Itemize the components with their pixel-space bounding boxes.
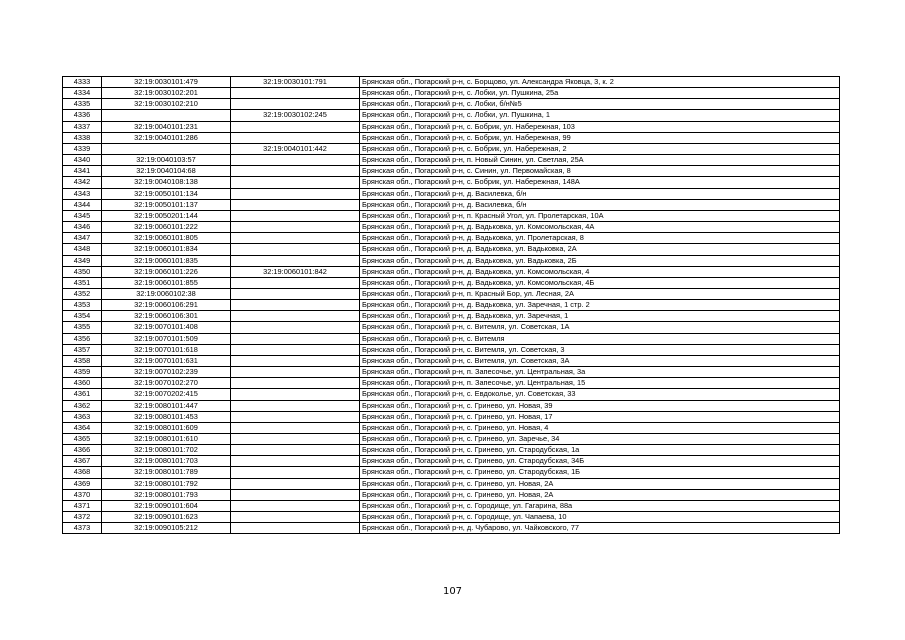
property-registry-table xyxy=(62,76,840,534)
row-number-cell: 4365 xyxy=(63,434,102,445)
table-row xyxy=(63,422,840,433)
cadastral-number-cell: 32:19:0070202:415 xyxy=(102,389,231,400)
row-number-cell: 4363 xyxy=(63,411,102,422)
address-cell: Брянская обл., Погарский р-н, с. Гринево, ул. Заречье, 34 xyxy=(360,434,840,445)
related-cadastral-number-cell xyxy=(231,255,360,266)
address-cell: Брянская обл., Погарский р-н, с. Гринево, ул. Стародубская, 1а xyxy=(360,445,840,456)
table-row xyxy=(63,467,840,478)
row-number-cell: 4362 xyxy=(63,400,102,411)
table-row xyxy=(63,288,840,299)
cadastral-number-cell: 32:19:0080101:609 xyxy=(102,422,231,433)
address-cell: Брянская обл., Погарский р-н, с. Гринево, ул. Новая, 2А xyxy=(360,489,840,500)
address-cell: Брянская обл., Погарский р-н, д. Вадьковка, ул. Вадьковка, 2А xyxy=(360,244,840,255)
cadastral-number-cell: 32:19:0070101:509 xyxy=(102,333,231,344)
cadastral-number-cell: 32:19:0060101:834 xyxy=(102,244,231,255)
row-number-cell: 4338 xyxy=(63,132,102,143)
related-cadastral-number-cell xyxy=(231,288,360,299)
cadastral-number-cell: 32:19:0040101:286 xyxy=(102,132,231,143)
related-cadastral-number-cell xyxy=(231,512,360,523)
address-cell: Брянская обл., Погарский р-н, п. Новый Синин, ул. Светлая, 25А xyxy=(360,155,840,166)
cadastral-number-cell: 32:19:0070101:408 xyxy=(102,322,231,333)
cadastral-number-cell: 32:19:0040103:57 xyxy=(102,155,231,166)
cadastral-number-cell xyxy=(102,110,231,121)
related-cadastral-number-cell xyxy=(231,222,360,233)
row-number-cell: 4335 xyxy=(63,99,102,110)
cadastral-number-cell: 32:19:0080101:789 xyxy=(102,467,231,478)
address-cell: Брянская обл., Погарский р-н, с. Гринево, ул. Новая, 4 xyxy=(360,422,840,433)
row-number-cell: 4361 xyxy=(63,389,102,400)
table-row xyxy=(63,244,840,255)
row-number-cell: 4360 xyxy=(63,378,102,389)
cadastral-number-cell: 32:19:0090101:604 xyxy=(102,500,231,511)
address-cell: Брянская обл., Погарский р-н, д. Вадьковка, ул. Заречная, 1 стр. 2 xyxy=(360,300,840,311)
related-cadastral-number-cell xyxy=(231,177,360,188)
address-cell: Брянская обл., Погарский р-н, с. Лобки, ул. Пушкина, 25а xyxy=(360,88,840,99)
table-row xyxy=(63,523,840,534)
table-row xyxy=(63,88,840,99)
address-cell: Брянская обл., Погарский р-н, д. Василевка, б/н xyxy=(360,199,840,210)
row-number-cell: 4372 xyxy=(63,512,102,523)
address-cell: Брянская обл., Погарский р-н, д. Чубарово, ул. Чайковского, 77 xyxy=(360,523,840,534)
row-number-cell: 4344 xyxy=(63,199,102,210)
cadastral-number-cell: 32:19:0040108:138 xyxy=(102,177,231,188)
row-number-cell: 4343 xyxy=(63,188,102,199)
table-row xyxy=(63,255,840,266)
row-number-cell: 4337 xyxy=(63,121,102,132)
cadastral-number-cell xyxy=(102,143,231,154)
related-cadastral-number-cell xyxy=(231,445,360,456)
table-row xyxy=(63,512,840,523)
cadastral-number-cell: 32:19:0030101:479 xyxy=(102,77,231,88)
row-number-cell: 4346 xyxy=(63,222,102,233)
table-row xyxy=(63,233,840,244)
related-cadastral-number-cell xyxy=(231,322,360,333)
table-row xyxy=(63,333,840,344)
table-row xyxy=(63,132,840,143)
address-cell: Брянская обл., Погарский р-н, с. Евдоколье, ул. Советская, 33 xyxy=(360,389,840,400)
address-cell: Брянская обл., Погарский р-н, с. Гринево, ул. Стародубская, 34Б xyxy=(360,456,840,467)
related-cadastral-number-cell xyxy=(231,244,360,255)
related-cadastral-number-cell xyxy=(231,199,360,210)
table-row xyxy=(63,155,840,166)
row-number-cell: 4356 xyxy=(63,333,102,344)
related-cadastral-number-cell xyxy=(231,478,360,489)
address-cell: Брянская обл., Погарский р-н, с. Синин, ул. Первомайская, 8 xyxy=(360,166,840,177)
address-cell: Брянская обл., Погарский р-н, с. Гринево, ул. Новая, 2А xyxy=(360,478,840,489)
cadastral-number-cell: 32:19:0070101:631 xyxy=(102,355,231,366)
table-row xyxy=(63,277,840,288)
table-row xyxy=(63,188,840,199)
related-cadastral-number-cell xyxy=(231,277,360,288)
related-cadastral-number-cell: 32:19:0030102:245 xyxy=(231,110,360,121)
related-cadastral-number-cell xyxy=(231,132,360,143)
cadastral-number-cell: 32:19:0060101:222 xyxy=(102,222,231,233)
address-cell: Брянская обл., Погарский р-н, с. Витемля, ул. Советская, 1А xyxy=(360,322,840,333)
address-cell: Брянская обл., Погарский р-н, д. Вадьковка, ул. Комсомольская, 4Б xyxy=(360,277,840,288)
address-cell: Брянская обл., Погарский р-н, с. Бобрик, ул. Набережная, 2 xyxy=(360,143,840,154)
page-number: 107 xyxy=(442,586,463,597)
address-cell: Брянская обл., Погарский р-н, д. Василевка, б/н xyxy=(360,188,840,199)
table-row xyxy=(63,166,840,177)
related-cadastral-number-cell xyxy=(231,333,360,344)
address-cell: Брянская обл., Погарский р-н, п. Запесочье, ул. Центральная, 15 xyxy=(360,378,840,389)
table-row xyxy=(63,222,840,233)
cadastral-number-cell: 32:19:0060106:301 xyxy=(102,311,231,322)
table-row xyxy=(63,77,840,88)
cadastral-number-cell: 32:19:0060101:805 xyxy=(102,233,231,244)
table-row xyxy=(63,311,840,322)
row-number-cell: 4350 xyxy=(63,266,102,277)
cadastral-number-cell: 32:19:0080101:793 xyxy=(102,489,231,500)
cadastral-number-cell: 32:19:0080101:447 xyxy=(102,400,231,411)
row-number-cell: 4355 xyxy=(63,322,102,333)
row-number-cell: 4333 xyxy=(63,77,102,88)
address-cell: Брянская обл., Погарский р-н, с. Витемля xyxy=(360,333,840,344)
table-row xyxy=(63,210,840,221)
related-cadastral-number-cell xyxy=(231,355,360,366)
table-row xyxy=(63,434,840,445)
table-row xyxy=(63,456,840,467)
cadastral-number-cell: 32:19:0050101:137 xyxy=(102,199,231,210)
cadastral-number-cell: 32:19:0080101:702 xyxy=(102,445,231,456)
cadastral-number-cell: 32:19:0080101:610 xyxy=(102,434,231,445)
cadastral-number-cell: 32:19:0090101:623 xyxy=(102,512,231,523)
table-row xyxy=(63,400,840,411)
address-cell: Брянская обл., Погарский р-н, д. Вадьковка, ул. Вадьковка, 2Б xyxy=(360,255,840,266)
address-cell: Брянская обл., Погарский р-н, с. Гринево, ул. Стародубская, 1Б xyxy=(360,467,840,478)
cadastral-number-cell: 32:19:0080101:703 xyxy=(102,456,231,467)
related-cadastral-number-cell xyxy=(231,311,360,322)
related-cadastral-number-cell xyxy=(231,344,360,355)
table-row xyxy=(63,389,840,400)
row-number-cell: 4352 xyxy=(63,288,102,299)
row-number-cell: 4341 xyxy=(63,166,102,177)
related-cadastral-number-cell xyxy=(231,210,360,221)
address-cell: Брянская обл., Погарский р-н, с. Городище, ул. Чапаева, 10 xyxy=(360,512,840,523)
registry-table-body xyxy=(63,77,840,534)
table-row xyxy=(63,500,840,511)
address-cell: Брянская обл., Погарский р-н, с. Бобрик, ул. Набережная, 103 xyxy=(360,121,840,132)
cadastral-number-cell: 32:19:0040104:68 xyxy=(102,166,231,177)
related-cadastral-number-cell xyxy=(231,367,360,378)
table-row xyxy=(63,99,840,110)
row-number-cell: 4339 xyxy=(63,143,102,154)
row-number-cell: 4336 xyxy=(63,110,102,121)
related-cadastral-number-cell xyxy=(231,422,360,433)
address-cell: Брянская обл., Погарский р-н, д. Вадьковка, ул. Комсомольская, 4 xyxy=(360,266,840,277)
row-number-cell: 4370 xyxy=(63,489,102,500)
table-row xyxy=(63,355,840,366)
row-number-cell: 4334 xyxy=(63,88,102,99)
address-cell: Брянская обл., Погарский р-н, с. Бобрик, ул. Набережная, 148А xyxy=(360,177,840,188)
table-row xyxy=(63,411,840,422)
row-number-cell: 4369 xyxy=(63,478,102,489)
cadastral-number-cell: 32:19:0050101:134 xyxy=(102,188,231,199)
address-cell: Брянская обл., Погарский р-н, с. Гринево, ул. Новая, 39 xyxy=(360,400,840,411)
row-number-cell: 4366 xyxy=(63,445,102,456)
cadastral-number-cell: 32:19:0060106:291 xyxy=(102,300,231,311)
row-number-cell: 4345 xyxy=(63,210,102,221)
table-row xyxy=(63,344,840,355)
cadastral-number-cell: 32:19:0040101:231 xyxy=(102,121,231,132)
row-number-cell: 4353 xyxy=(63,300,102,311)
address-cell: Брянская обл., Погарский р-н, с. Гринево, ул. Новая, 17 xyxy=(360,411,840,422)
address-cell: Брянская обл., Погарский р-н, д. Вадьковка, ул. Пролетарская, 8 xyxy=(360,233,840,244)
table-row xyxy=(63,121,840,132)
row-number-cell: 4364 xyxy=(63,422,102,433)
table-row xyxy=(63,322,840,333)
cadastral-number-cell: 32:19:0060102:38 xyxy=(102,288,231,299)
row-number-cell: 4357 xyxy=(63,344,102,355)
table-row xyxy=(63,110,840,121)
address-cell: Брянская обл., Погарский р-н, п. Красный Бор, ул. Лесная, 2А xyxy=(360,288,840,299)
related-cadastral-number-cell xyxy=(231,434,360,445)
table-row xyxy=(63,478,840,489)
related-cadastral-number-cell: 32:19:0040101:442 xyxy=(231,143,360,154)
cadastral-number-cell: 32:19:0080101:453 xyxy=(102,411,231,422)
cadastral-number-cell: 32:19:0050201:144 xyxy=(102,210,231,221)
related-cadastral-number-cell xyxy=(231,400,360,411)
table-row xyxy=(63,489,840,500)
cadastral-number-cell: 32:19:0030102:210 xyxy=(102,99,231,110)
table-row xyxy=(63,367,840,378)
table-row xyxy=(63,143,840,154)
related-cadastral-number-cell xyxy=(231,411,360,422)
address-cell: Брянская обл., Погарский р-н, с. Витемля, ул. Советская, 3А xyxy=(360,355,840,366)
cadastral-number-cell: 32:19:0030102:201 xyxy=(102,88,231,99)
related-cadastral-number-cell xyxy=(231,378,360,389)
cadastral-number-cell: 32:19:0060101:226 xyxy=(102,266,231,277)
related-cadastral-number-cell xyxy=(231,88,360,99)
related-cadastral-number-cell: 32:19:0060101:842 xyxy=(231,266,360,277)
table-row xyxy=(63,177,840,188)
related-cadastral-number-cell xyxy=(231,155,360,166)
table-row xyxy=(63,445,840,456)
row-number-cell: 4359 xyxy=(63,367,102,378)
row-number-cell: 4348 xyxy=(63,244,102,255)
table-row xyxy=(63,199,840,210)
related-cadastral-number-cell xyxy=(231,389,360,400)
related-cadastral-number-cell: 32:19:0030101:791 xyxy=(231,77,360,88)
cadastral-number-cell: 32:19:0070102:270 xyxy=(102,378,231,389)
row-number-cell: 4347 xyxy=(63,233,102,244)
related-cadastral-number-cell xyxy=(231,489,360,500)
row-number-cell: 4342 xyxy=(63,177,102,188)
row-number-cell: 4371 xyxy=(63,500,102,511)
address-cell: Брянская обл., Погарский р-н, д. Вадьковка, ул. Комсомольская, 4А xyxy=(360,222,840,233)
row-number-cell: 4349 xyxy=(63,255,102,266)
address-cell: Брянская обл., Погарский р-н, с. Борщово, ул. Александра Яковца, 3, к. 2 xyxy=(360,77,840,88)
related-cadastral-number-cell xyxy=(231,523,360,534)
address-cell: Брянская обл., Погарский р-н, с. Лобки, ул. Пушкина, 1 xyxy=(360,110,840,121)
row-number-cell: 4354 xyxy=(63,311,102,322)
table-row xyxy=(63,266,840,277)
table-row xyxy=(63,378,840,389)
related-cadastral-number-cell xyxy=(231,188,360,199)
row-number-cell: 4358 xyxy=(63,355,102,366)
address-cell: Брянская обл., Погарский р-н, п. Красный Угол, ул. Пролетарская, 10А xyxy=(360,210,840,221)
address-cell: Брянская обл., Погарский р-н, с. Витемля, ул. Советская, 3 xyxy=(360,344,840,355)
cadastral-number-cell: 32:19:0070102:239 xyxy=(102,367,231,378)
row-number-cell: 4367 xyxy=(63,456,102,467)
related-cadastral-number-cell xyxy=(231,233,360,244)
related-cadastral-number-cell xyxy=(231,166,360,177)
row-number-cell: 4373 xyxy=(63,523,102,534)
address-cell: Брянская обл., Погарский р-н, с. Бобрик, ул. Набережная, 99 xyxy=(360,132,840,143)
address-cell: Брянская обл., Погарский р-н, с. Городище, ул. Гагарина, 88а xyxy=(360,500,840,511)
cadastral-number-cell: 32:19:0060101:855 xyxy=(102,277,231,288)
cadastral-number-cell: 32:19:0070101:618 xyxy=(102,344,231,355)
related-cadastral-number-cell xyxy=(231,467,360,478)
cadastral-number-cell: 32:19:0090105:212 xyxy=(102,523,231,534)
row-number-cell: 4351 xyxy=(63,277,102,288)
row-number-cell: 4340 xyxy=(63,155,102,166)
cadastral-number-cell: 32:19:0060101:835 xyxy=(102,255,231,266)
related-cadastral-number-cell xyxy=(231,500,360,511)
related-cadastral-number-cell xyxy=(231,121,360,132)
address-cell: Брянская обл., Погарский р-н, п. Запесочье, ул. Центральная, 3а xyxy=(360,367,840,378)
related-cadastral-number-cell xyxy=(231,456,360,467)
row-number-cell: 4368 xyxy=(63,467,102,478)
address-cell: Брянская обл., Погарский р-н, д. Вадьковка, ул. Заречная, 1 xyxy=(360,311,840,322)
related-cadastral-number-cell xyxy=(231,99,360,110)
address-cell: Брянская обл., Погарский р-н, с. Лобки, б/н№5 xyxy=(360,99,840,110)
cadastral-number-cell: 32:19:0080101:792 xyxy=(102,478,231,489)
table-row xyxy=(63,300,840,311)
related-cadastral-number-cell xyxy=(231,300,360,311)
